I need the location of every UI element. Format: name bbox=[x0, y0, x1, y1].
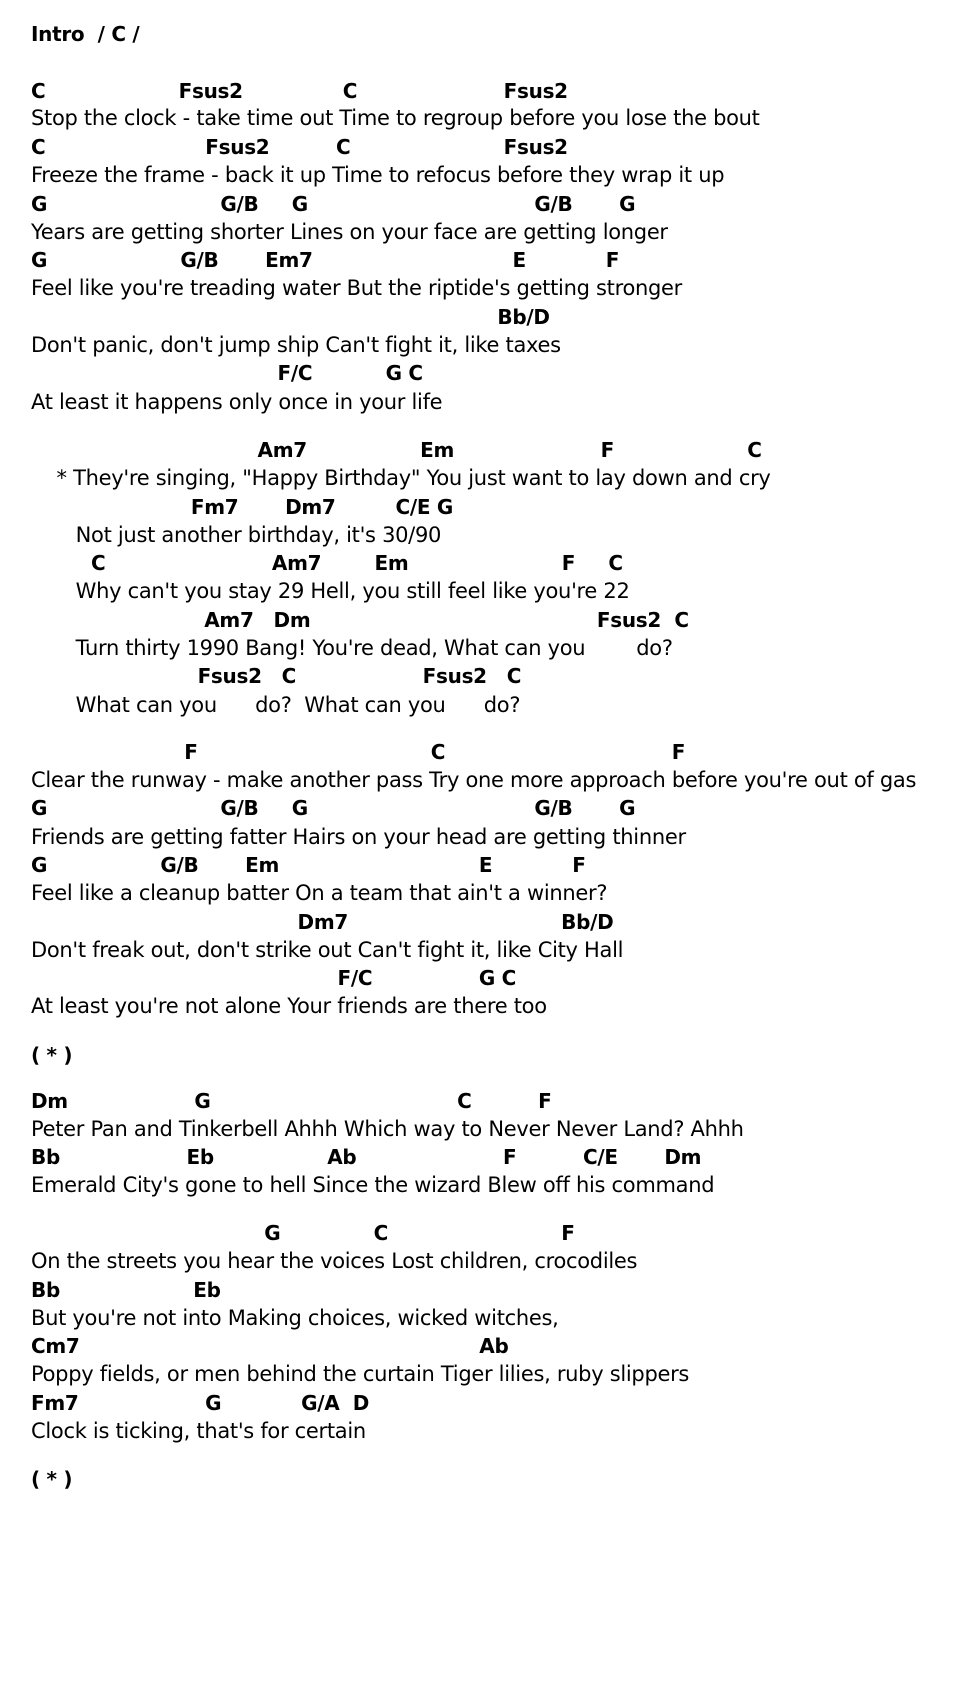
lyric-line: But you're not into Making choices, wicked witches, bbox=[31, 1306, 559, 1330]
chord-line: C Fsus2 C Fsus2 bbox=[31, 135, 568, 159]
chord-line: F/C G C bbox=[31, 361, 423, 385]
chord-line: G G/B Em E F bbox=[31, 853, 586, 877]
lyric-line: Feel like a cleanup batter On a team that ain't a winner? bbox=[31, 881, 608, 905]
lyric-line: Clock is ticking, that's for certain bbox=[31, 1419, 366, 1443]
intro-line: Intro / C / bbox=[31, 22, 140, 46]
chord-line: Dm7 Bb/D bbox=[31, 910, 614, 934]
lyric-line: Don't freak out, don't strike out Can't fight it, like City Hall bbox=[31, 938, 624, 962]
lyric-line: Emerald City's gone to hell Since the wizard Blew off his command bbox=[31, 1173, 715, 1197]
lyric-line: Feel like you're treading water But the riptide's getting stronger bbox=[31, 276, 682, 300]
lyric-line: Friends are getting fatter Hairs on your head are getting thinner bbox=[31, 825, 686, 849]
lyric-line: * They're singing, "Happy Birthday" You just want to lay down and cry bbox=[31, 466, 771, 490]
chorus-repeat-marker: ( * ) bbox=[31, 1043, 73, 1067]
chord-line: Bb Eb bbox=[31, 1278, 221, 1302]
lyric-line: What can you do? What can you do? bbox=[31, 693, 521, 717]
chord-line: C Am7 Em F C bbox=[31, 551, 623, 575]
lyric-line: Stop the clock - take time out Time to regroup before you lose the bout bbox=[31, 106, 760, 130]
chord-line: Fm7 G G/A D bbox=[31, 1391, 370, 1415]
lyric-line: Years are getting shorter Lines on your face are getting longer bbox=[31, 220, 668, 244]
chord-line: G G/B G G/B G bbox=[31, 796, 636, 820]
lyric-line: Don't panic, don't jump ship Can't fight it, like taxes bbox=[31, 333, 561, 357]
lyric-line: Why can't you stay 29 Hell, you still feel like you're 22 bbox=[31, 579, 630, 603]
chorus-repeat-marker: ( * ) bbox=[31, 1467, 73, 1491]
lyric-line: Poppy fields, or men behind the curtain Tiger lilies, ruby slippers bbox=[31, 1362, 690, 1386]
chord-line: G C F bbox=[31, 1221, 575, 1245]
chord-line: Am7 Dm Fsus2 C bbox=[31, 608, 689, 632]
lyric-line: Peter Pan and Tinkerbell Ahhh Which way to Never Never Land? Ahhh bbox=[31, 1117, 744, 1141]
chord-line: Fsus2 C Fsus2 C bbox=[31, 664, 522, 688]
lyric-line: Freeze the frame - back it up Time to refocus before they wrap it up bbox=[31, 163, 725, 187]
lyric-line: At least it happens only once in your life bbox=[31, 390, 443, 414]
chord-line: Bb Eb Ab F C/E Dm bbox=[31, 1145, 702, 1169]
chord-line: G G/B Em7 E F bbox=[31, 248, 620, 272]
lyric-line: On the streets you hear the voices Lost children, crocodiles bbox=[31, 1249, 638, 1273]
chord-line: Dm G C F bbox=[31, 1089, 552, 1113]
chord-line: Am7 Em F C bbox=[31, 438, 762, 462]
lyric-line: At least you're not alone Your friends are there too bbox=[31, 994, 547, 1018]
chord-line: Fm7 Dm7 C/E G bbox=[31, 495, 454, 519]
chord-line: F C F bbox=[31, 740, 686, 764]
chord-line: Cm7 Ab bbox=[31, 1334, 509, 1358]
chord-line: C Fsus2 C Fsus2 bbox=[31, 79, 568, 103]
chord-line: G G/B G G/B G bbox=[31, 192, 636, 216]
chord-line: F/C G C bbox=[31, 966, 517, 990]
lyric-line: Not just another birthday, it's 30/90 bbox=[31, 523, 442, 547]
lyric-line: Clear the runway - make another pass Try one more approach before you're out of gas bbox=[31, 768, 917, 792]
chord-line: Bb/D bbox=[31, 305, 550, 329]
lyric-line: Turn thirty 1990 Bang! You're dead, What can you do? bbox=[31, 636, 673, 660]
